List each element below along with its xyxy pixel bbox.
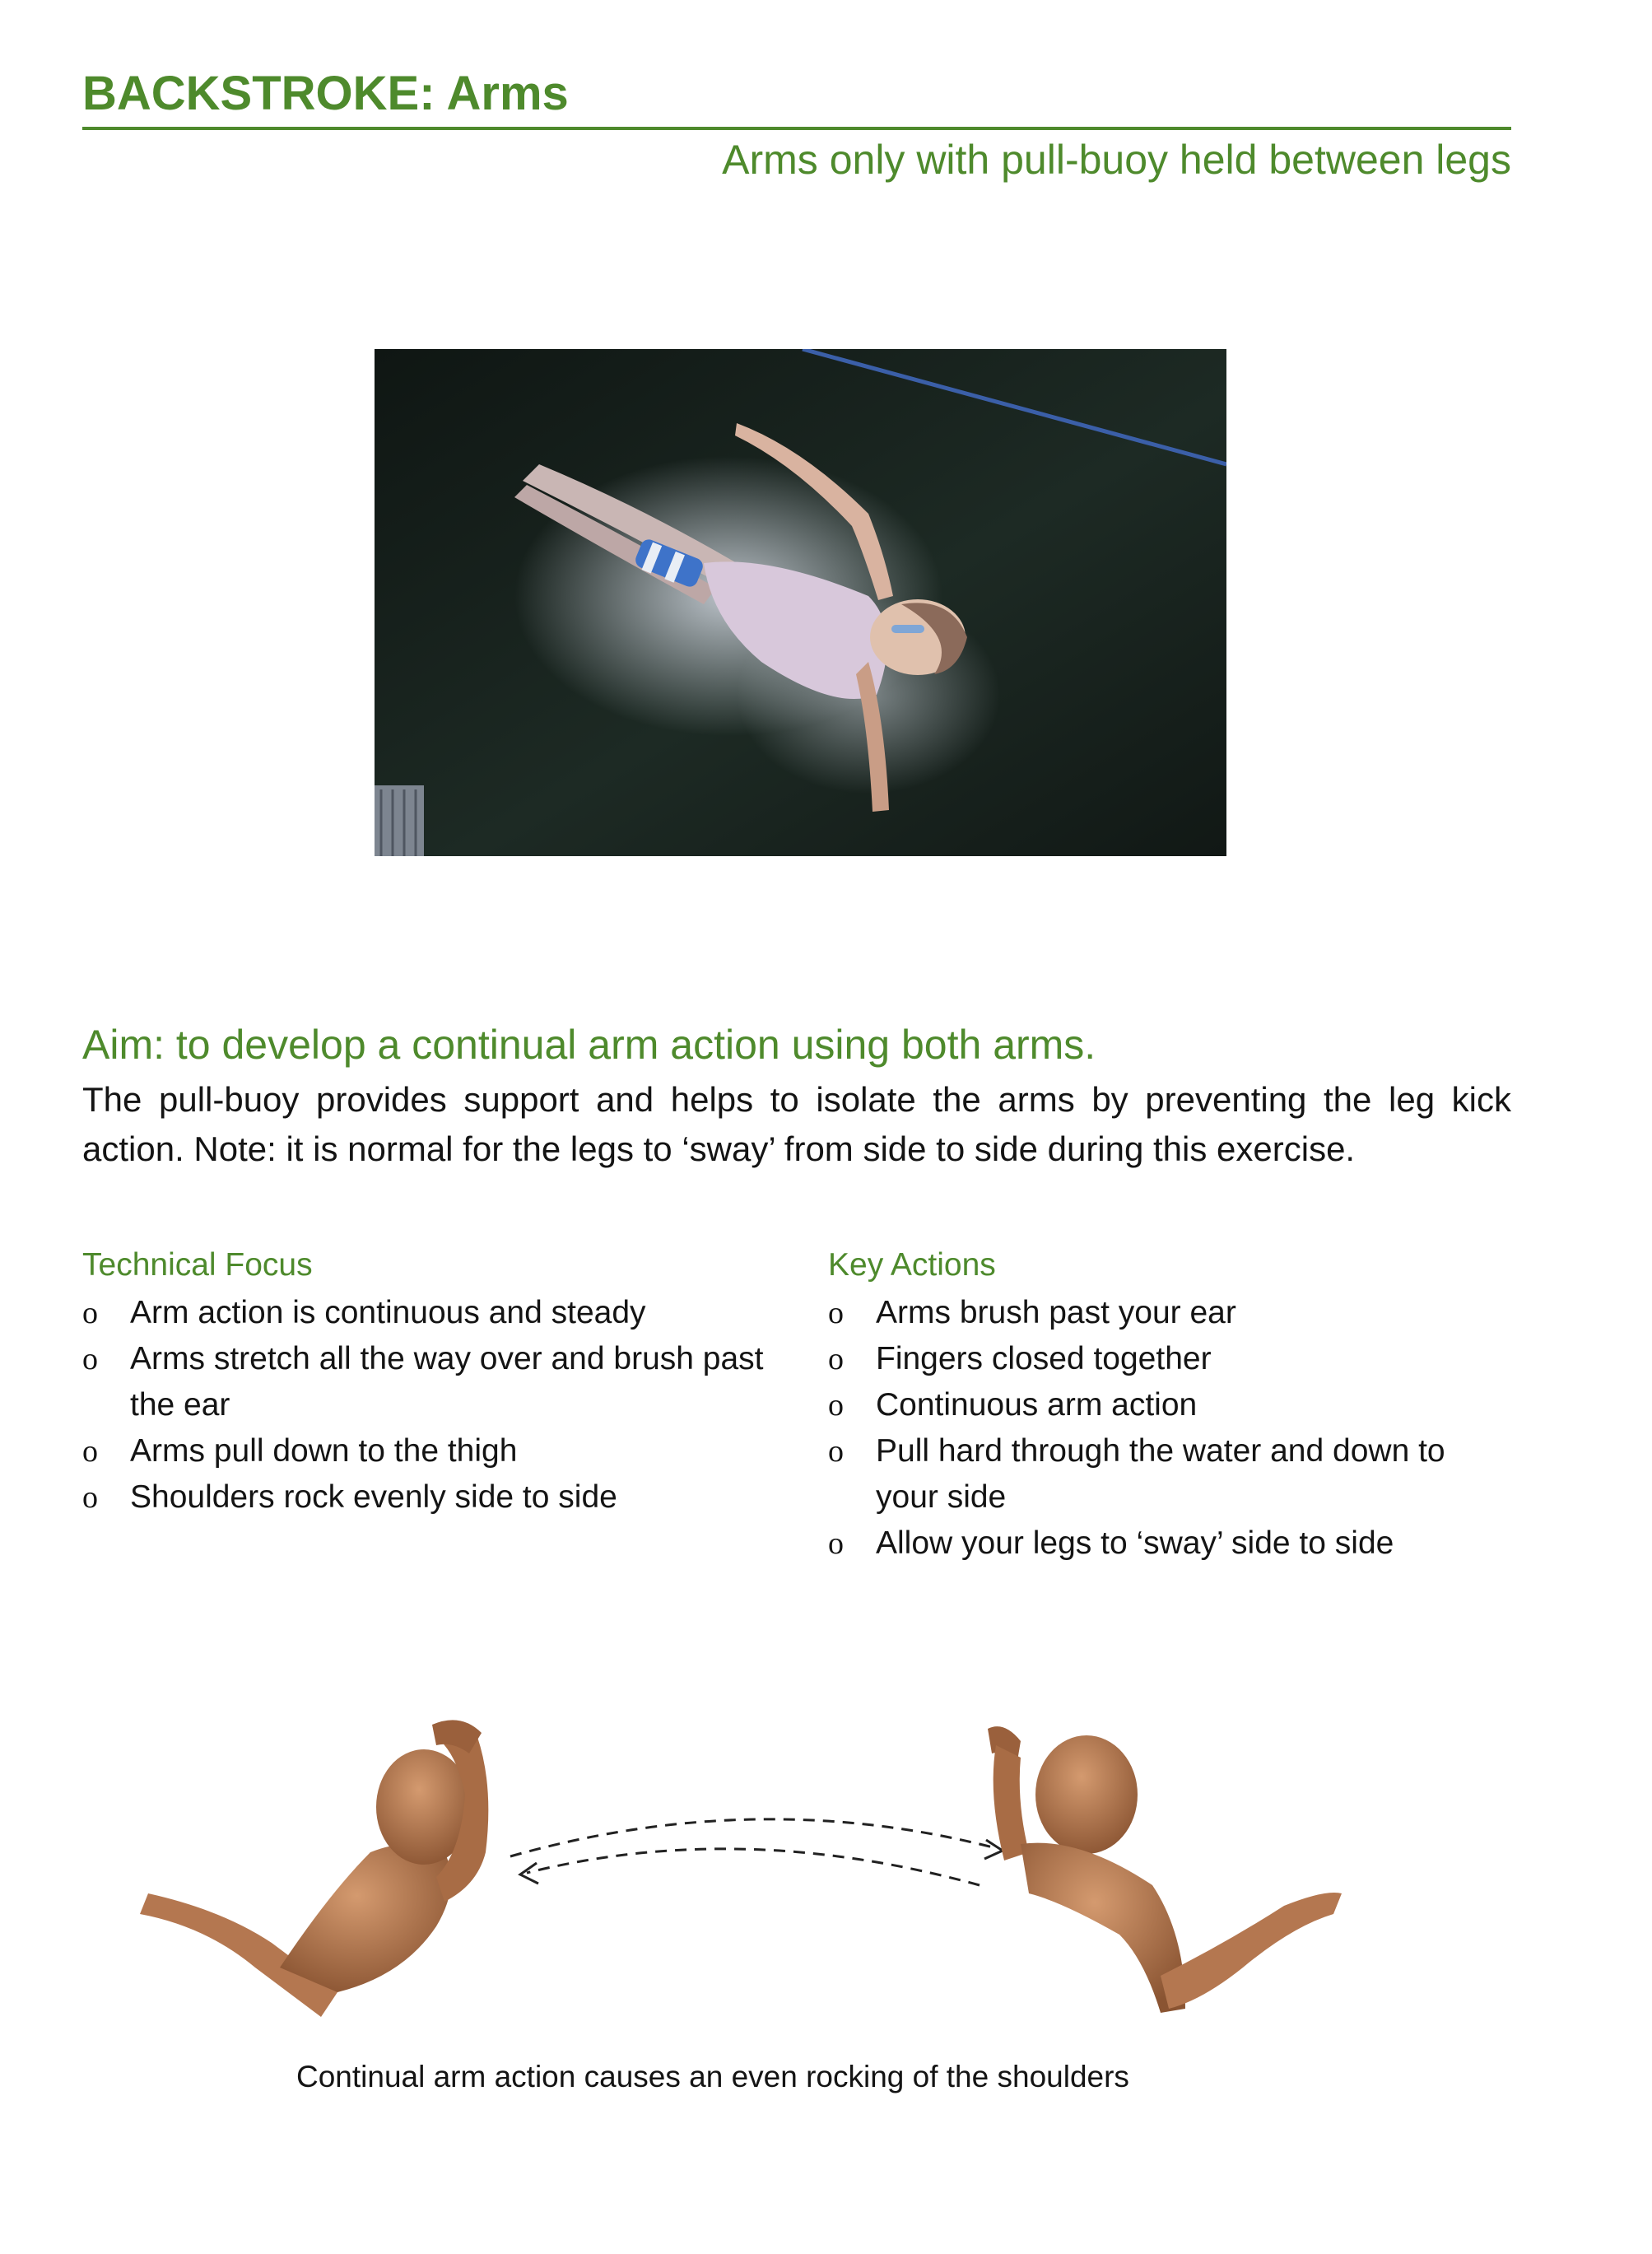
list-item-text: Arms pull down to the thigh <box>130 1433 518 1469</box>
list-item-text: Arms brush past your ear <box>876 1295 1236 1330</box>
list-item-text: Arm action is continuous and steady <box>130 1295 646 1330</box>
list-item <box>82 1428 766 1474</box>
list-item <box>828 1382 1511 1428</box>
bullet-icon: o <box>828 1296 844 1330</box>
list-item-text: Allow your legs to ‘sway’ side to side <box>876 1525 1394 1561</box>
technical-focus-heading: Technical Focus <box>82 1247 313 1283</box>
bullet-icon: o <box>828 1526 844 1561</box>
list-item-text: Arms stretch all the way over and brush past the ear <box>130 1341 764 1423</box>
title-divider <box>82 127 1511 130</box>
backstroke-swimmer-photo <box>375 349 1226 856</box>
list-item <box>82 1290 766 1336</box>
key-actions-section <box>828 1247 1511 1567</box>
aim-heading: Aim: to develop a continual arm action using both arms. <box>82 1022 1096 1068</box>
shoulder-rocking-illustration <box>132 1696 1366 2050</box>
bullet-icon: o <box>828 1434 844 1469</box>
list-item-text: Pull hard through the water and down to your side <box>876 1433 1445 1515</box>
rocking-arrows <box>510 1819 996 1885</box>
left-swimmer-figure <box>140 1720 488 2017</box>
list-item <box>828 1290 1511 1336</box>
key-actions-heading: Key Actions <box>828 1247 996 1283</box>
list-item <box>828 1521 1511 1567</box>
page-subtitle: Arms only with pull-buoy held between legs <box>722 137 1511 183</box>
bullet-icon: o <box>82 1296 98 1330</box>
list-item-text: Shoulders rock evenly side to side <box>130 1479 617 1515</box>
right-swimmer-figure <box>988 1726 1342 2013</box>
list-item <box>828 1336 1511 1382</box>
technical-focus-section <box>82 1247 766 1521</box>
bullet-icon: o <box>82 1342 98 1376</box>
list-item-text: Fingers closed together <box>876 1341 1212 1376</box>
page-title: BACKSTROKE: Arms <box>82 67 569 120</box>
list-item <box>82 1336 766 1428</box>
intro-paragraph: The pull-buoy provides support and helps to isolate the arms by preventing the leg kick action. Note: it is normal for the legs to ‘sway’ from side to side during this exercise. <box>82 1080 1511 1168</box>
technical-focus-list <box>82 1290 766 1521</box>
bullet-icon: o <box>828 1388 844 1423</box>
bullet-icon: o <box>82 1480 98 1515</box>
list-item <box>828 1428 1511 1521</box>
key-actions-list <box>828 1290 1511 1567</box>
bullet-icon: o <box>828 1342 844 1376</box>
bullet-icon: o <box>82 1434 98 1469</box>
figure-caption: Continual arm action causes an even rocking of the shoulders <box>296 2060 1129 2093</box>
list-item-text: Continuous arm action <box>876 1387 1198 1423</box>
list-item <box>82 1474 766 1521</box>
